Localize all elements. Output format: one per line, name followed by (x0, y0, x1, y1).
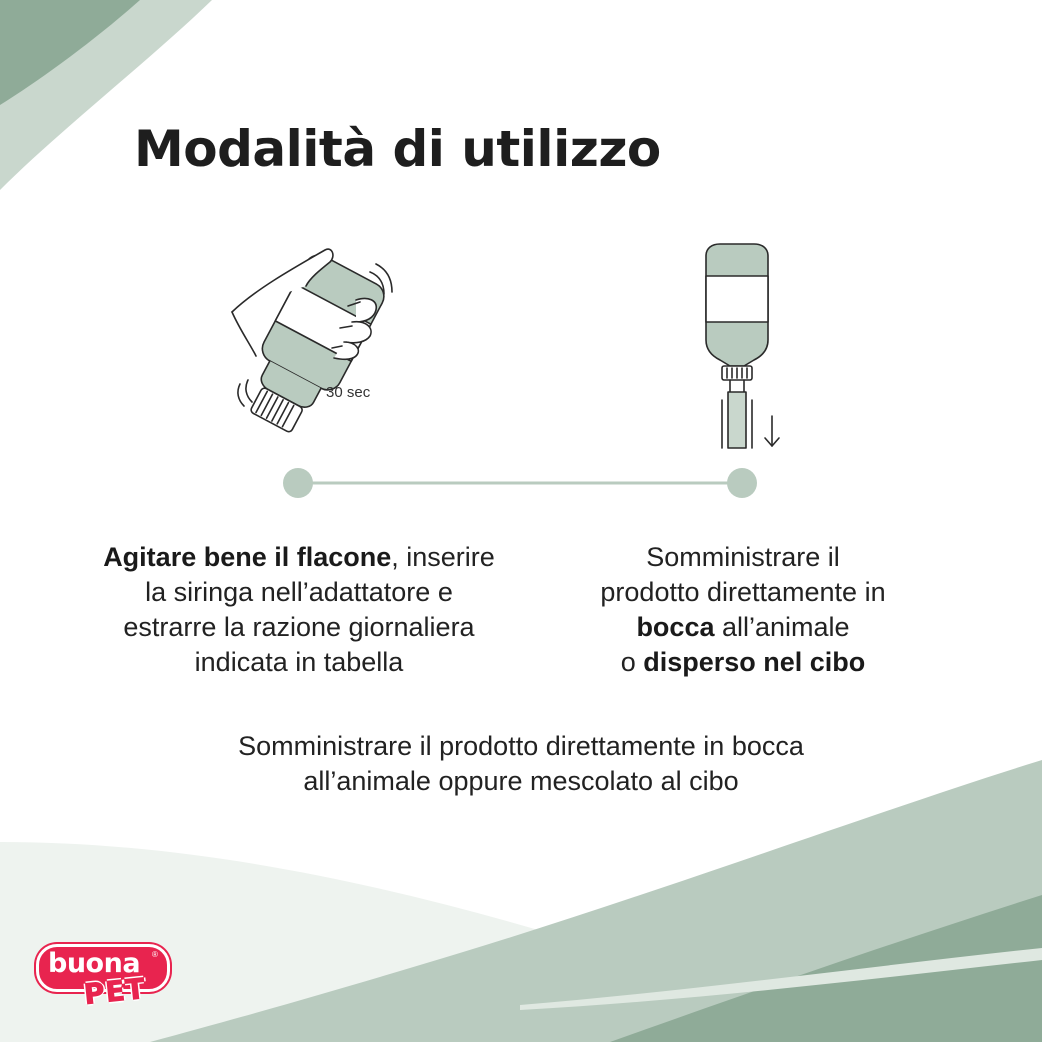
step-1-line-3: estrarre la razione giornaliera (123, 612, 475, 642)
step-2-dot (727, 468, 757, 498)
page-title: Modalità di utilizzo (134, 120, 661, 178)
step-1-line-1: , inserire (391, 542, 495, 572)
duration-label: 30 sec (326, 384, 371, 401)
step-2-line-4: o (620, 647, 644, 677)
logo-registered-mark: ® (152, 950, 158, 959)
step-1-description (60, 540, 538, 680)
logo-bottom-text: PET (82, 971, 148, 1012)
step-1-emphasis: Agitare bene il flacone (103, 542, 392, 572)
step-1-dot (283, 468, 313, 498)
step-2-line-1: Somministrare il (646, 542, 840, 572)
step-2-emphasis-food: disperso nel cibo (643, 647, 866, 677)
step-2-emphasis-mouth: bocca (636, 612, 715, 642)
step-1-line-4: indicata in tabella (194, 647, 404, 677)
step-1-line-2: la siringa nell’adattatore e (145, 577, 453, 607)
logo-top-text: buona (48, 948, 141, 979)
usage-note-line-2: all’animale oppure mescolato al cibo (303, 766, 739, 796)
usage-note (120, 729, 922, 799)
usage-note-line-1: Somministrare il prodotto direttamente in bocca (238, 731, 804, 761)
brand-logo (36, 944, 168, 1010)
step-2-description (540, 540, 946, 680)
step-2-line-3: all’animale (714, 612, 850, 642)
step-2-line-2: prodotto direttamente in (600, 577, 886, 607)
